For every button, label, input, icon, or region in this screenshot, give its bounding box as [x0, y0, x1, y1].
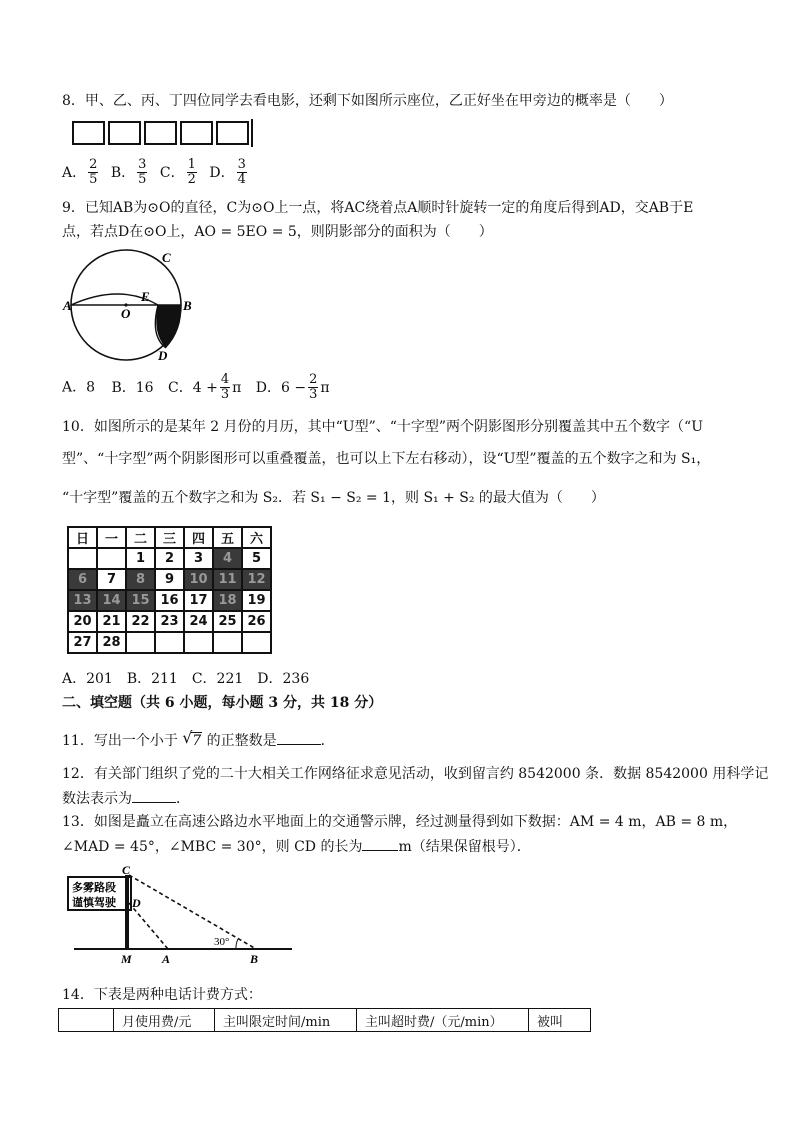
fee-header-cell: 月使用费/元	[114, 1009, 215, 1032]
calendar-day-cell: 17	[184, 590, 213, 611]
calendar-day-cell	[242, 632, 271, 653]
calendar-day-cell: 26	[242, 611, 271, 632]
calendar-day-cell	[155, 632, 184, 653]
calendar-day-cell: 27	[68, 632, 97, 653]
calendar-day-cell: 2	[155, 548, 184, 569]
calendar-figure	[67, 526, 272, 654]
calendar-day-cell: 28	[97, 632, 126, 653]
calendar-day-cell: 7	[97, 569, 126, 590]
label-e: E	[141, 289, 150, 304]
question-10-options[interactable]: A．201 B．211 C．221 D．236	[62, 671, 310, 687]
angle-label: 30°	[214, 936, 230, 948]
calendar-day-cell: 11	[213, 569, 242, 590]
weekday-cell: 二	[126, 527, 155, 548]
calendar-week-row	[68, 611, 271, 632]
seat-3	[144, 121, 177, 145]
option-d[interactable]: D． $\frac{3}{4}$	[209, 157, 246, 187]
question-10-line2: 型”、“十字型”两个阴影图形可以重叠覆盖，也可以上下左右移动），设“U型”覆盖的五个数字之和为 S₁，	[62, 451, 711, 467]
question-12-line1: 12．有关部门组织了党的二十大相关工作网络征求意见活动，收到留言约 8542000 条．数据 8542000 用科学记	[62, 766, 769, 782]
label-b: B	[183, 298, 192, 313]
weekday-cell: 四	[184, 527, 213, 548]
calendar-day-cell	[184, 632, 213, 653]
weekday-cell: 五	[213, 527, 242, 548]
calendar-day-cell: 3	[184, 548, 213, 569]
calendar-day-cell	[68, 548, 97, 569]
calendar-week-row	[68, 632, 271, 653]
angle-arc	[236, 939, 238, 949]
option-b[interactable]: B． $\frac{3}{5}$	[110, 157, 147, 187]
question-11-pre: 11．写出一个小于	[62, 733, 178, 749]
option-b[interactable]: B．16	[111, 379, 154, 396]
question-10-line3: “十字型”覆盖的五个数字之和为 S₂．若 S₁ − S₂ = 1，则 S₁ + S₂ 的最大值为（ ）	[62, 490, 605, 506]
calendar-day-cell: 15	[126, 590, 155, 611]
calendar-day-cell	[213, 632, 242, 653]
weekday-cell: 一	[97, 527, 126, 548]
label-d: D	[158, 348, 168, 363]
question-9-line2: 点，若点D在⊙O上，AO = 5EO = 5，则阴影部分的面积为（ ）	[62, 224, 493, 240]
calendar-day-cell: 12	[242, 569, 271, 590]
answer-blank[interactable]	[132, 788, 176, 803]
calendar-week-row	[68, 590, 271, 611]
label-a: A	[63, 298, 72, 313]
seat-1	[72, 121, 105, 145]
answer-blank[interactable]	[362, 836, 398, 851]
question-13-line1: 13．如图是矗立在高速公路边水平地面上的交通警示牌，经过测量得到如下数据：AM = 4 m，AB = 8 m，	[62, 814, 738, 830]
sign-text-1: 多雾路段	[72, 881, 116, 894]
calendar-day-cell: 10	[184, 569, 213, 590]
calendar-day-cell: 22	[126, 611, 155, 632]
question-9-options	[62, 373, 330, 402]
calendar-day-cell: 6	[68, 569, 97, 590]
weekday-cell: 日	[68, 527, 97, 548]
calendar-day-cell	[126, 632, 155, 653]
row-end-wall	[251, 119, 253, 147]
question-10-line1: 10．如图所示的是某年 2 月份的月历，其中“U型”、“十字型”两个阴影图形分别覆盖其中五个数字（“U	[62, 419, 704, 435]
label-b: B	[250, 952, 259, 965]
seat-5	[216, 121, 249, 145]
calendar-day-cell: 5	[242, 548, 271, 569]
calendar-day-cell: 18	[213, 590, 242, 611]
line-cb	[129, 875, 256, 949]
calendar-day-cell: 24	[184, 611, 213, 632]
option-a[interactable]: A． $\frac{2}{5}$	[62, 157, 98, 187]
label-o: O	[121, 306, 131, 321]
calendar-day-cell: 25	[213, 611, 242, 632]
sign-text-2: 谨慎驾驶	[72, 896, 116, 909]
fee-header-cell: 主叫超时费/（元/min）	[357, 1009, 529, 1032]
calendar-day-cell: 4	[213, 548, 242, 569]
weekday-cell: 六	[242, 527, 271, 548]
question-11-post: 的正整数是	[206, 733, 277, 749]
answer-blank[interactable]	[277, 730, 321, 745]
label-m: M	[121, 952, 132, 965]
question-9-line1: 9．已知AB为⊙O的直径，C为⊙O上一点，将AC绕着点A顺时针旋转一定的角度后得到AD，交AB于E	[62, 200, 694, 216]
calendar-day-cell: 9	[155, 569, 184, 590]
calendar-day-cell: 23	[155, 611, 184, 632]
calendar-header-row	[68, 527, 271, 548]
fee-header-cell	[59, 1009, 114, 1032]
calendar-day-cell: 13	[68, 590, 97, 611]
fee-table	[58, 1008, 591, 1032]
calendar-table	[67, 526, 272, 654]
section-heading: 二、填空题（共 6 小题，每小题 3 分，共 18 分）	[62, 695, 383, 711]
label-c: C	[162, 250, 171, 265]
weekday-cell: 三	[155, 527, 184, 548]
question-11: 11．写出一个小于 √ 7 的正整数是 ．	[62, 728, 335, 749]
sqrt-expression: √ 7	[182, 728, 202, 749]
calendar-day-cell: 16	[155, 590, 184, 611]
calendar-day-cell: 21	[97, 611, 126, 632]
option-c[interactable]: C．4 + $\frac{4}{3}$ π	[168, 372, 242, 402]
fee-header-cell: 主叫限定时间/min	[215, 1009, 357, 1032]
fee-header-cell: 被叫	[529, 1009, 591, 1032]
calendar-day-cell: 14	[97, 590, 126, 611]
calendar-day-cell: 20	[68, 611, 97, 632]
calendar-week-row	[68, 569, 271, 590]
label-d: D	[132, 896, 141, 910]
label-c: C	[122, 865, 131, 877]
seat-4	[180, 121, 213, 145]
question-14-text: 14．下表是两种电话计费方式：	[62, 987, 262, 1003]
option-a[interactable]: A．8	[62, 379, 96, 396]
question-8-options	[62, 158, 249, 187]
question-8-text: 8．甲、乙、丙、丁四位同学去看电影，还剩下如图所示座位，乙正好坐在甲旁边的概率是（ ）	[62, 93, 673, 109]
sign-figure	[66, 865, 296, 965]
option-c[interactable]: C． $\frac{1}{2}$	[159, 157, 196, 187]
calendar-day-cell	[97, 548, 126, 569]
fee-table-header-row	[59, 1009, 591, 1032]
circle-figure	[60, 248, 210, 363]
option-d[interactable]: D．6 − $\frac{2}{3}$ π	[255, 372, 330, 402]
seat-2	[108, 121, 141, 145]
calendar-day-cell: 19	[242, 590, 271, 611]
calendar-day-cell: 8	[126, 569, 155, 590]
calendar-week-row	[68, 548, 271, 569]
label-a: A	[162, 952, 171, 965]
calendar-day-cell: 1	[126, 548, 155, 569]
question-12-line2: 数法表示为 ．	[62, 788, 190, 809]
question-13-line2: ∠MAD = 45°，∠MBC = 30°，则 CD 的长为 m（结果保留根号）．	[62, 836, 531, 857]
